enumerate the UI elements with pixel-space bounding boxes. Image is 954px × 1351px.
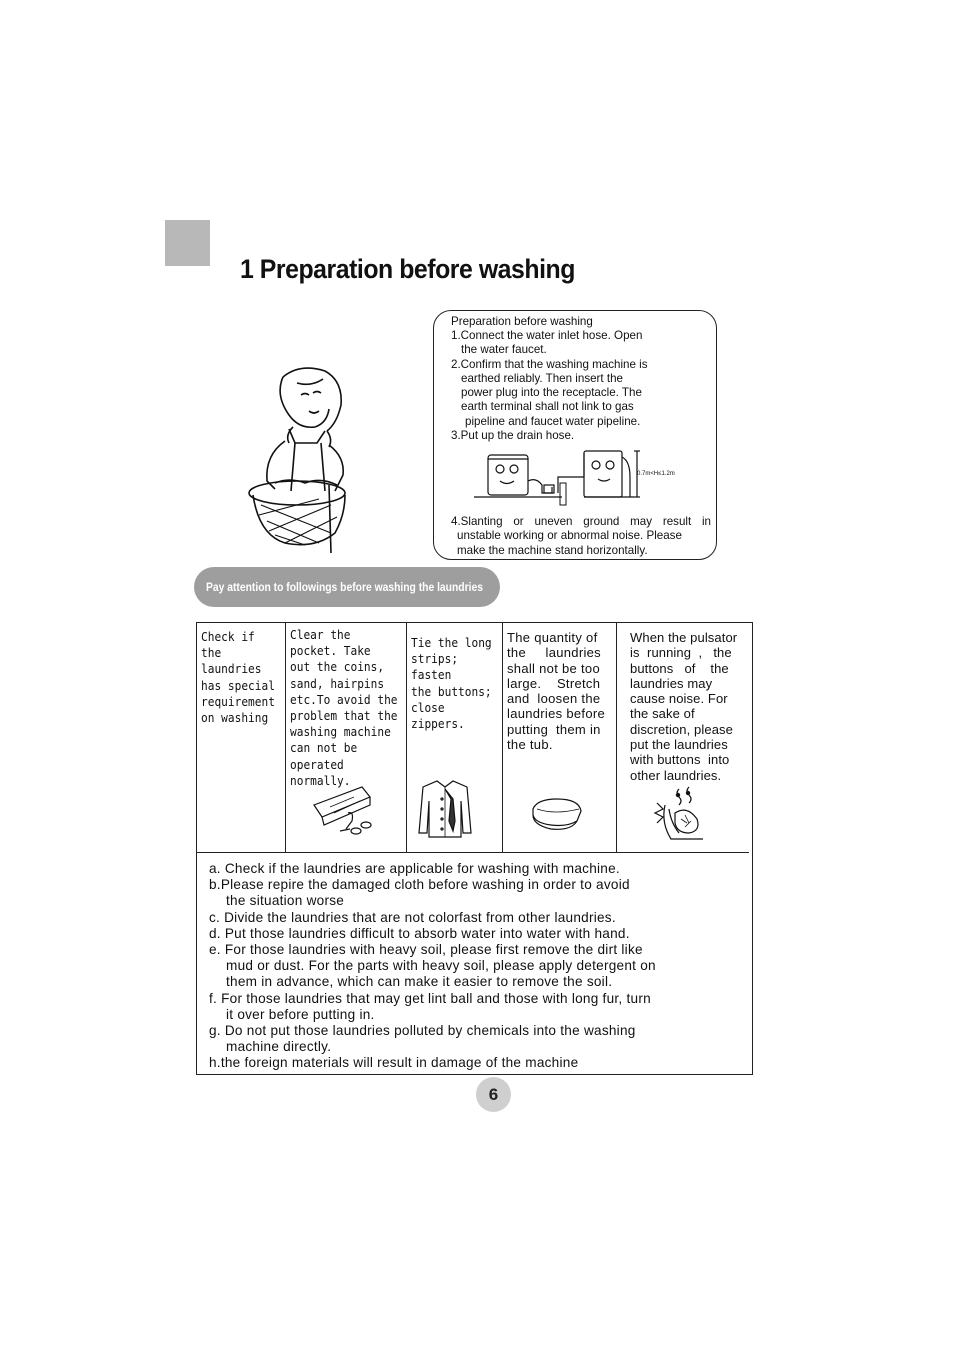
cell-line: problem that the — [290, 709, 398, 724]
prep-line: earth terminal shall not link to gas — [461, 400, 634, 413]
cell-line: laundries may — [630, 675, 713, 691]
cell-line: the sake of — [630, 706, 695, 722]
cell-line: strips; fasten — [411, 652, 459, 683]
cell-line: large. Stretch — [507, 675, 601, 691]
note-line: e. For those laundries with heavy soil, please first remove the dirt like — [209, 942, 643, 958]
note-line: c. Divide the laundries that are not colorfast from other laundries. — [209, 909, 616, 925]
cell-line: When the pulsator — [630, 630, 738, 645]
noisy-tub-icon — [651, 783, 707, 843]
cell-line: out the coins, — [290, 660, 385, 675]
washing-machine-diagram — [472, 447, 692, 507]
cell-line: is running , the — [630, 645, 732, 661]
woman-with-basket-illustration — [245, 365, 355, 555]
cell-line: the laundries — [201, 646, 262, 677]
cell-line: put the laundries — [630, 737, 728, 753]
cell-line: the buttons; — [411, 684, 492, 699]
prep-line: Preparation before washing — [451, 315, 593, 328]
section-marker — [165, 220, 210, 266]
cell-line: and loosen the — [507, 691, 601, 707]
note-line: g. Do not put those laundries polluted by chemicals into the washing — [209, 1023, 636, 1039]
page-number: 6 — [476, 1077, 511, 1112]
notes-list — [209, 861, 739, 1072]
cell-line: close zippers. — [411, 700, 465, 732]
cell-line: the laundries — [507, 645, 601, 661]
cell-line: with buttons into — [630, 752, 730, 768]
prep-line: 1.Connect the water inlet hose. Open — [451, 329, 643, 342]
note-line: it over before putting in. — [226, 1006, 375, 1022]
note-line: them in advance, which can make it easier to remove the soil. — [226, 974, 613, 990]
cell-line: can not be — [290, 741, 358, 756]
folded-laundry-icon — [527, 797, 587, 833]
shirt-icon — [415, 777, 475, 839]
prep-line: power plug into the receptacle. The — [461, 386, 642, 399]
table-divider — [197, 852, 749, 853]
cell-line: cause noise. For — [630, 691, 728, 707]
prep-line: 3.Put up the drain hose. — [451, 429, 575, 442]
cell-line: etc.To avoid the — [290, 692, 398, 707]
cell-line: operated normally. — [290, 757, 351, 788]
prep-line: pipeline and faucet water pipeline. — [465, 415, 641, 428]
cell-line: Clear the — [290, 628, 351, 642]
pocket-coins-icon — [310, 785, 380, 837]
page-title: 1 Preparation before washing — [240, 254, 575, 284]
note-line: the situation worse — [226, 893, 345, 909]
cell-line: laundries before — [507, 706, 606, 722]
laundry-table — [196, 622, 753, 1075]
cell-line: putting them in — [507, 721, 601, 737]
cell-line: sand, hairpins — [290, 676, 385, 691]
note-line: h.the foreign materials will result in damage of the machine — [209, 1055, 579, 1071]
table-cell — [197, 623, 286, 852]
cell-line: discretion, please — [630, 721, 733, 737]
hose-height-label: 0.7m<H≤1.2m — [637, 471, 675, 477]
cell-line: on washing — [201, 711, 269, 726]
cell-line: requirement — [201, 694, 275, 709]
attention-banner-text: Pay attention to followings before washing the laundries — [206, 580, 483, 594]
table-cell — [617, 623, 751, 852]
prep-line: 2.Confirm that the washing machine is — [451, 358, 648, 371]
note-line: machine directly. — [226, 1039, 332, 1055]
note-line: a. Check if the laundries are applicable for washing with machine. — [209, 861, 620, 876]
note-line: f. For those laundries that may get lint ball and those with long fur, turn — [209, 990, 651, 1006]
table-cell — [286, 623, 407, 852]
note-line: mud or dust. For the parts with heavy soil, please apply detergent on — [226, 958, 656, 974]
prep-line: unstable working or abnormal noise. Please — [457, 529, 682, 543]
cell-line: has special — [201, 678, 275, 693]
cell-line: buttons of the — [630, 660, 729, 676]
prep-line: the water faucet. — [461, 343, 547, 356]
table-cell — [503, 623, 617, 852]
cell-line: shall not be too — [507, 660, 600, 676]
cell-line: the tub. — [507, 737, 553, 753]
prep-line: make the machine stand horizontally. — [457, 543, 648, 557]
note-line: b.Please repire the damaged cloth before washing in order to avoid — [209, 877, 630, 893]
cell-line: pocket. Take — [290, 644, 371, 659]
table-cell — [407, 623, 503, 852]
cell-line: other laundries. — [630, 767, 722, 783]
cell-line: Tie the long — [411, 636, 492, 650]
cell-line: The quantity of — [507, 630, 598, 645]
preparation-box — [433, 310, 717, 560]
prep-line: earthed reliably. Then insert the — [461, 372, 623, 385]
cell-line: Check if — [201, 630, 255, 644]
attention-banner — [194, 567, 500, 607]
cell-line: washing machine — [290, 725, 391, 740]
note-line: d. Put those laundries difficult to absorb water into water with hand. — [209, 925, 630, 941]
prep-line: 4.Slanting or uneven ground may result in — [451, 515, 711, 528]
